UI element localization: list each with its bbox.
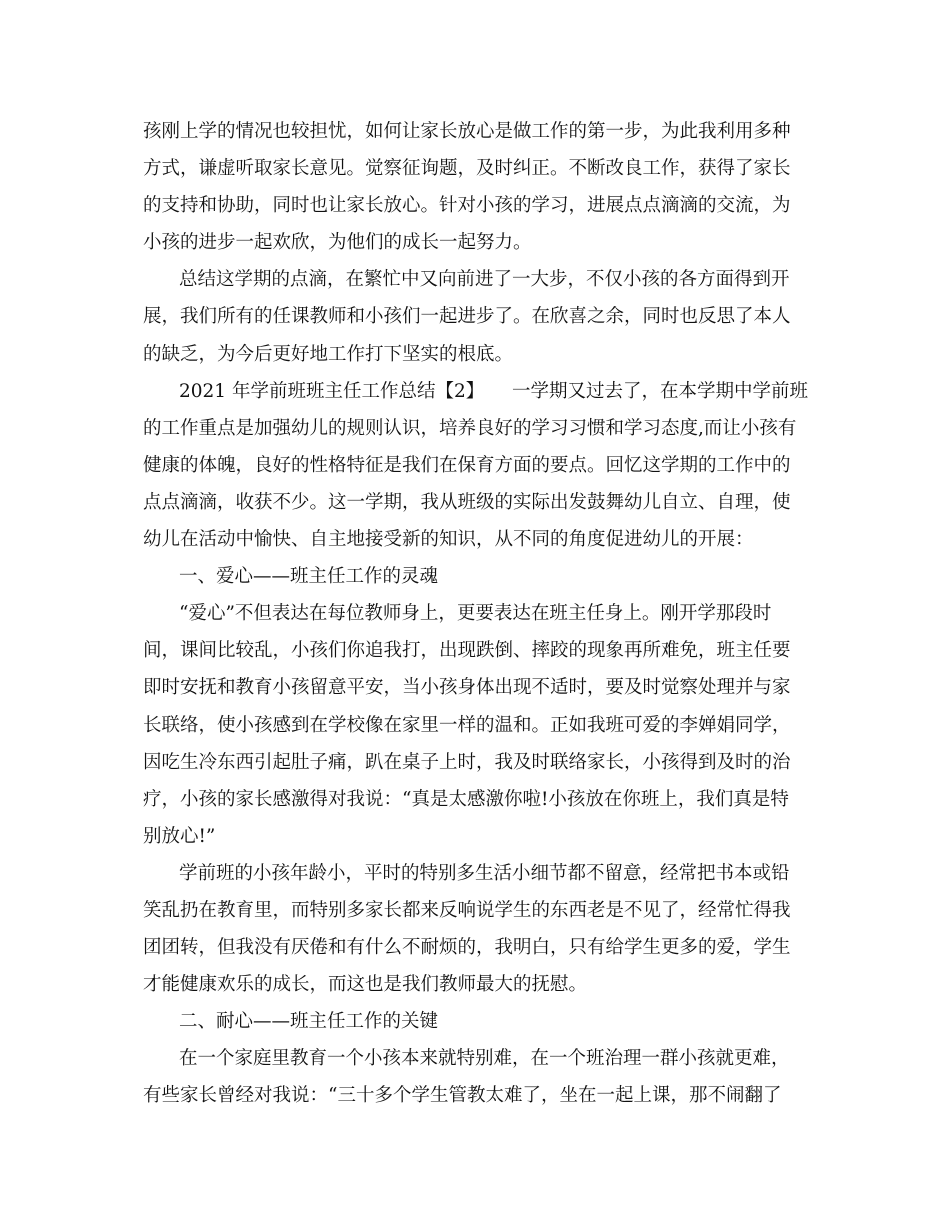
text-line: 的支持和协助，同时也让家长放心。针对小孩的学习，进展点点滴滴的交流，为	[143, 195, 791, 217]
body-text	[143, 113, 813, 1115]
text-line: 疗，小孩的家长感激得对我说：“真是太感激你啦!小孩放在你班上，我们真是特	[143, 788, 789, 810]
text-line: 的缺乏，为今后更好地工作打下坚实的根底。	[143, 343, 514, 365]
text-line: 幼儿在活动中愉快、自主地接受新的知识，从不同的角度促进幼儿的开展：	[143, 529, 754, 551]
text-line: 点点滴滴，收获不少。这一学期，我从班级的实际出发鼓舞幼儿自立、自理，使	[143, 491, 791, 513]
text-line: 别放心!”	[143, 825, 216, 847]
text-line: 展，我们所有的任课教师和小孩们一起进步了。在欣喜之余，同时也反思了本人	[143, 306, 791, 328]
text-line: 才能健康欢乐的成长，而这也是我们教师最大的抚慰。	[143, 974, 588, 996]
paragraph-first-line: “爱心”不但表达在每位教师身上，更要表达在班主任身上。刚开学那段时	[179, 603, 772, 625]
heading-patience: 二、耐心——班主任工作的关键	[179, 1011, 439, 1033]
text-line: 即时安抚和教育小孩留意平安，当小孩身体出现不适时，要及时觉察处理并与家	[143, 677, 791, 699]
text-line: 笑乱扔在教育里，而特别多家长都来反响说学生的东西老是不见了，经常忙得我	[143, 899, 791, 921]
text-line: 间，课间比较乱，小孩们你追我打，出现跌倒、摔跤的现象再所难免，班主任要	[143, 640, 791, 662]
paragraph-first-line: 在一个家庭里教育一个小孩本来就特别难，在一个班治理一群小孩就更难，	[179, 1048, 790, 1070]
section-title-line: 2021 年学前班班主任工作总结【2】 一学期又过去了，在本学期中学前班	[179, 380, 808, 402]
text-line: 健康的体魄，良好的性格特征是我们在保育方面的要点。回忆这学期的工作中的	[143, 454, 791, 476]
paragraph-first-line: 总结这学期的点滴，在繁忙中又向前进了一大步，不仅小孩的各方面得到开	[179, 269, 790, 291]
paragraph-first-line: 学前班的小孩年龄小，平时的特别多生活小细节都不留意，经常把书本或铅	[179, 862, 790, 884]
text-line: 孩刚上学的情况也较担忧，如何让家长放心是做工作的第一步，为此我利用多种	[143, 121, 791, 142]
text-line: 团团转，但我没有厌倦和有什么不耐烦的，我明白，只有给学生更多的爱，学生	[143, 937, 791, 959]
text-line: 因吃生冷东西引起肚子痛，趴在桌子上时，我及时联络家长，小孩得到及时的治	[143, 751, 791, 773]
text-line: 的工作重点是加强幼儿的规则认识，培养良好的学习习惯和学习态度,而让小孩有	[143, 417, 797, 439]
text-line: 方式，谦虚听取家长意见。觉察征询题，及时纠正。不断改良工作，获得了家长	[143, 158, 791, 180]
heading-love: 一、爱心——班主任工作的灵魂	[179, 566, 439, 588]
text-line: 有些家长曾经对我说：“三十多个学生管教太难了，坐在一起上课，那不闹翻了	[143, 1085, 782, 1107]
text-line: 小孩的进步一起欢欣，为他们的成长一起努力。	[143, 232, 532, 254]
text-line: 长联络，使小孩感到在学校像在家里一样的温和。正如我班可爱的李婵娟同学，	[143, 714, 791, 736]
